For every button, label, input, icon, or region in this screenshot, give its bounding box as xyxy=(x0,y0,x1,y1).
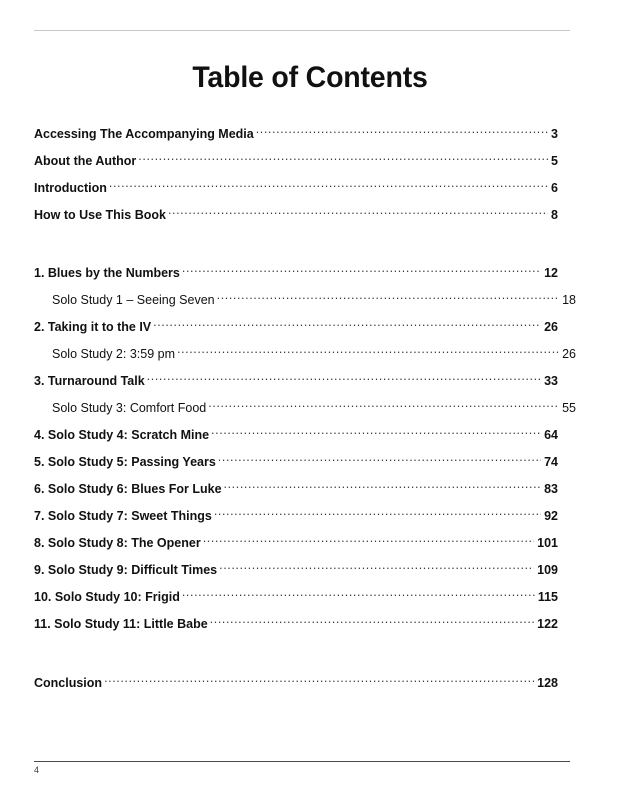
toc-entry-label: About the Author xyxy=(34,153,137,168)
dot-leader xyxy=(208,399,559,412)
toc-entry-label: 1. Blues by the Numbers xyxy=(34,265,180,280)
dot-leader xyxy=(211,426,541,439)
toc-entry-label: 4. Solo Study 4: Scratch Mine xyxy=(34,427,210,442)
dot-leader xyxy=(224,480,542,493)
toc-entry-label: Solo Study 1 – Seeing Seven xyxy=(52,292,215,307)
dot-leader xyxy=(219,561,534,574)
toc-entry-front-1[interactable] xyxy=(34,152,558,179)
toc-entry-chapter-7[interactable] xyxy=(34,453,558,480)
front-matter-group xyxy=(34,125,558,233)
dot-leader xyxy=(153,318,541,331)
toc-entry-chapter-2[interactable] xyxy=(34,318,558,345)
toc-entry-label: 11. Solo Study 11: Little Babe xyxy=(34,616,208,631)
toc-entry-sub-1[interactable] xyxy=(34,291,576,318)
dot-leader xyxy=(210,615,534,628)
toc-entry-label: 2. Taking it to the IV xyxy=(34,319,152,334)
dot-leader xyxy=(203,534,534,547)
toc-entry-page-number: 8 xyxy=(551,207,558,222)
toc-entry-chapter-4[interactable] xyxy=(34,372,558,399)
toc-entry-label: Solo Study 2: 3:59 pm xyxy=(52,346,175,361)
toc-entry-front-3[interactable] xyxy=(34,206,558,233)
toc-entry-chapter-8[interactable] xyxy=(34,480,558,507)
toc-entry-sub-3[interactable] xyxy=(34,345,576,372)
dot-leader xyxy=(138,152,548,165)
toc-entry-label: Accessing The Accompanying Media xyxy=(34,126,254,141)
toc-entry-chapter-11[interactable] xyxy=(34,561,558,588)
toc-entry-page-number: 26 xyxy=(544,319,558,334)
dot-leader xyxy=(256,125,548,138)
toc-entry-label: Solo Study 3: Comfort Food xyxy=(52,400,207,415)
toc-entry-label: 10. Solo Study 10: Frigid xyxy=(34,589,180,604)
toc-entry-label: How to Use This Book xyxy=(34,207,166,222)
toc-entry-page-number: 26 xyxy=(562,346,576,361)
back-matter-spacer xyxy=(34,642,558,674)
toc-entry-chapter-6[interactable] xyxy=(34,426,558,453)
toc-entry-page-number: 33 xyxy=(544,373,558,388)
dot-leader xyxy=(218,453,541,466)
dot-leader xyxy=(177,345,559,358)
toc-entry-page-number: 74 xyxy=(544,454,558,469)
dot-leader xyxy=(104,674,537,687)
toc-entry-back-0[interactable] xyxy=(34,674,558,701)
toc-entry-label: Introduction xyxy=(34,180,107,195)
dot-leader xyxy=(217,291,559,304)
toc-entry-label: 5. Solo Study 5: Passing Years xyxy=(34,454,216,469)
toc-entry-chapter-10[interactable] xyxy=(34,534,558,561)
toc-entry-page-number: 5 xyxy=(551,153,558,168)
chapter-group xyxy=(34,264,576,642)
toc-entry-label: Conclusion xyxy=(34,675,103,690)
toc-entry-label: 8. Solo Study 8: The Opener xyxy=(34,535,201,550)
toc-entry-page-number: 55 xyxy=(562,400,576,415)
toc-entry-page-number: 3 xyxy=(551,126,558,141)
dot-leader xyxy=(182,264,541,277)
dot-leader xyxy=(109,179,548,192)
toc-entry-list xyxy=(34,125,576,701)
dot-leader xyxy=(147,372,541,385)
toc-entry-front-2[interactable] xyxy=(34,179,558,206)
page-number-folio: 4 xyxy=(34,765,40,775)
toc-entry-page-number: 12 xyxy=(544,265,558,280)
toc-entry-page-number: 18 xyxy=(562,292,576,307)
toc-entry-chapter-9[interactable] xyxy=(34,507,558,534)
toc-entry-chapter-0[interactable] xyxy=(34,264,558,291)
toc-entry-label: 6. Solo Study 6: Blues For Luke xyxy=(34,481,222,496)
toc-entry-page-number: 109 xyxy=(537,562,558,577)
header-rule xyxy=(34,30,570,31)
dot-leader xyxy=(182,588,535,601)
dot-leader xyxy=(214,507,541,520)
toc-entry-page-number: 92 xyxy=(544,508,558,523)
toc-entry-page-number: 6 xyxy=(551,180,558,195)
toc-entry-front-0[interactable] xyxy=(34,125,558,152)
footer-rule xyxy=(34,761,570,762)
dot-leader xyxy=(168,206,548,219)
toc-entry-label: 9. Solo Study 9: Difficult Times xyxy=(34,562,218,577)
toc-entry-sub-5[interactable] xyxy=(34,399,576,426)
back-matter-group xyxy=(34,674,558,701)
toc-entry-chapter-12[interactable] xyxy=(34,588,558,615)
toc-entry-page-number: 115 xyxy=(537,589,558,604)
toc-entry-page-number: 64 xyxy=(544,427,558,442)
toc-entry-page-number: 128 xyxy=(537,675,558,690)
toc-entry-label: 3. Turnaround Talk xyxy=(34,373,145,388)
toc-entry-page-number: 101 xyxy=(537,535,558,550)
toc-entry-page-number: 83 xyxy=(544,481,558,496)
toc-entry-label: 7. Solo Study 7: Sweet Things xyxy=(34,508,212,523)
page-title: Table of Contents xyxy=(192,61,428,94)
toc-entry-page-number: 122 xyxy=(537,616,558,631)
toc-entry-chapter-13[interactable] xyxy=(34,615,558,642)
front-matter-spacer xyxy=(34,233,558,264)
